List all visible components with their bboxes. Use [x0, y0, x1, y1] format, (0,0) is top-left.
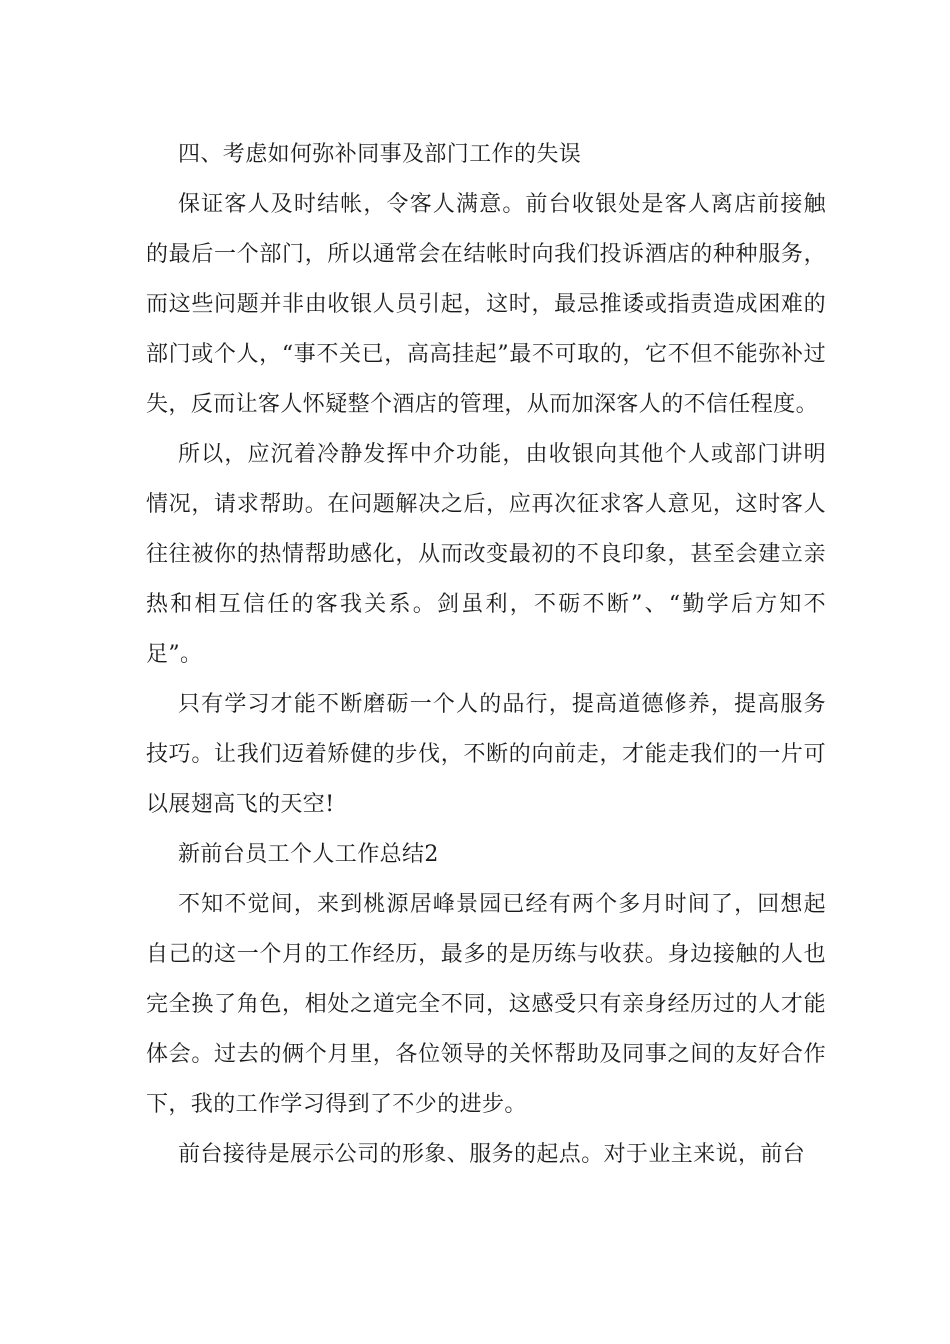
- paragraph: 前台接待是展示公司的形象、服务的起点。对于业主来说，前台: [178, 1142, 806, 1167]
- paragraph: 所以，应沉着冷静发挥中介功能，由收银向其他个人或部门讲明情况，请求帮助。在问题解决之后，应再次征求客人意见，这时客人往往被你的热情帮助感化，从而改变最初的不良印象，甚至会建立亲热和相互信任的客我关系。剑虽利，不砺不断”、“勤学后方知不足”。: [146, 442, 826, 667]
- paragraph: 不知不觉间，来到桃源居峰景园已经有两个多月时间了，回想起自己的这一个月的工作经历，最多的是历练与收获。身边接触的人也完全换了角色，相处之道完全不同，这感受只有亲身经历过的人才能体会。过去的俩个月里，各位领导的关怀帮助及同事之间的友好合作下，我的工作学习得到了不少的进步。: [146, 892, 826, 1117]
- section-heading: 新前台员工个人工作总结2: [178, 842, 439, 867]
- section-heading: 四、考虑如何弥补同事及部门工作的失误: [178, 142, 582, 167]
- document-body: [146, 130, 826, 1180]
- paragraph: 保证客人及时结帐，令客人满意。前台收银处是客人离店前接触的最后一个部门，所以通常会在结帐时向我们投诉酒店的种种服务，而这些问题并非由收银人员引起，这时，最忌推诿或指责造成困难的部门或个人，“事不关已，高高挂起”最不可取的，它不但不能弥补过失，反而让客人怀疑整个酒店的管理，从而加深客人的不信任程度。: [146, 192, 826, 417]
- paragraph: 只有学习才能不断磨砺一个人的品行，提高道德修养，提高服务技巧。让我们迈着矫健的步伐，不断的向前走，才能走我们的一片可以展翅高飞的天空!: [146, 692, 826, 817]
